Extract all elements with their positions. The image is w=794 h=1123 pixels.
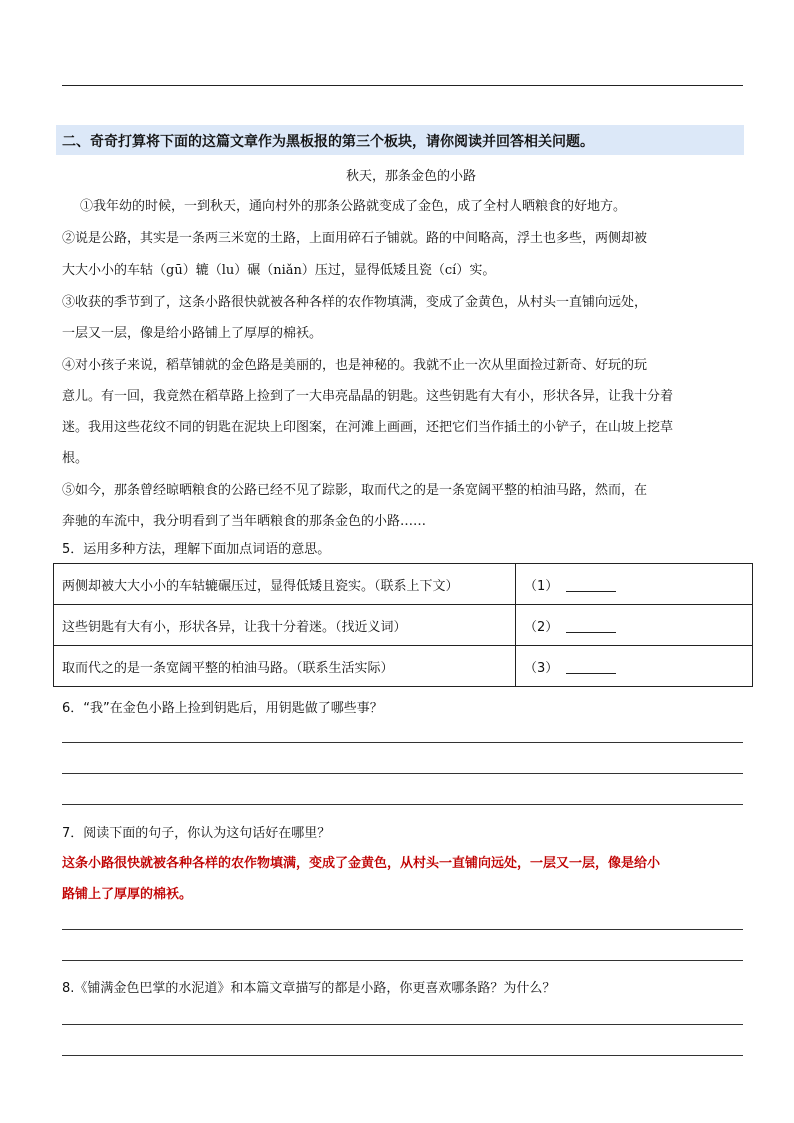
answer-line[interactable] — [62, 804, 743, 805]
answer-label: （1） — [524, 578, 559, 594]
answer-blank[interactable] — [566, 661, 616, 674]
table-question-cell: 两侧却被大大小小的车轱辘碾压过，显得低矮且瓷实。（联系上下文） — [54, 564, 516, 605]
article-line: 大大小小的车轱（gū）辘（lu）碾（niǎn）压过，显得低矮且瓷（cí）实。 — [62, 263, 496, 278]
table-row — [54, 605, 753, 646]
article-line: ⑤如今，那条曾经晾晒粮食的公路已经不见了踪影，取而代之的是一条宽阔平整的柏油马路，然而，在 — [62, 483, 648, 498]
table-answer-cell[interactable] — [516, 646, 753, 687]
vocabulary-table — [53, 563, 753, 687]
answer-blank[interactable] — [566, 579, 616, 592]
article-line: 一层又一层，像是给小路铺上了厚厚的棉袄。 — [62, 326, 323, 341]
answer-line[interactable] — [62, 742, 743, 743]
article-line: ③收获的季节到了，这条小路很快就被各种各样的农作物填满，变成了金黄色，从村头一直铺向远处， — [62, 295, 648, 310]
header-rule — [62, 85, 743, 86]
article-title: 秋天，那条金色的小路 — [346, 169, 477, 184]
answer-line[interactable] — [62, 773, 743, 774]
answer-label: （3） — [524, 660, 559, 676]
quoted-sentence: 这条小路很快就被各种各样的农作物填满，变成了金黄色，从村头一直铺向远处，一层又一层，像是给小 — [62, 856, 661, 871]
article-line: 根。 — [62, 451, 89, 466]
section-header: 二、奇奇打算将下面的这篇文章作为黑板报的第三个板块，请你阅读并回答相关问题。 — [56, 125, 744, 155]
answer-line[interactable] — [62, 929, 743, 930]
answer-blank[interactable] — [566, 620, 616, 633]
question-7-prompt: 7．阅读下面的句子，你认为这句话好在哪里？ — [62, 826, 331, 841]
article-line: 奔驰的车流中，我分明看到了当年晒粮食的那条金色的小路…… — [62, 514, 427, 529]
answer-label: （2） — [524, 619, 559, 635]
answer-line[interactable] — [62, 960, 743, 961]
question-8-prompt: 8.《铺满金色巴掌的水泥道》和本篇文章描写的都是小路，你更喜欢哪条路？为什么？ — [62, 981, 556, 996]
table-answer-cell[interactable] — [516, 605, 753, 646]
table-answer-cell[interactable] — [516, 564, 753, 605]
table-row — [54, 646, 753, 687]
quoted-sentence: 路铺上了厚厚的棉袄。 — [62, 887, 193, 902]
article-line: 意儿。有一回，我竟然在稻草路上捡到了一大串亮晶晶的钥匙。这些钥匙有大有小，形状各异，让我十分着 — [62, 389, 674, 404]
article-line: ④对小孩子来说，稻草铺就的金色路是美丽的，也是神秘的。我就不止一次从里面捡过新奇、好玩的玩 — [62, 358, 648, 373]
table-question-cell: 取而代之的是一条宽阔平整的柏油马路。（联系生活实际） — [54, 646, 516, 687]
answer-line[interactable] — [62, 1055, 743, 1056]
question-5-prompt: 5．运用多种方法，理解下面加点词语的意思。 — [62, 542, 331, 557]
article-line: 迷。我用这些花纹不同的钥匙在泥块上印图案，在河滩上画画，还把它们当作插土的小铲子，在山坡上挖草 — [62, 420, 674, 435]
table-row — [54, 564, 753, 605]
article-line: ②说是公路，其实是一条两三米宽的土路，上面用碎石子铺就。路的中间略高，浮土也多些，两侧却被 — [62, 231, 648, 246]
article-line: ①我年幼的时候，一到秋天，通向村外的那条公路就变成了金色，成了全村人晒粮食的好地方。 — [80, 199, 627, 214]
table-question-cell: 这些钥匙有大有小，形状各异，让我十分着迷。（找近义词） — [54, 605, 516, 646]
answer-line[interactable] — [62, 1024, 743, 1025]
question-6-prompt: 6．“我”在金色小路上捡到钥匙后，用钥匙做了哪些事？ — [62, 701, 383, 716]
